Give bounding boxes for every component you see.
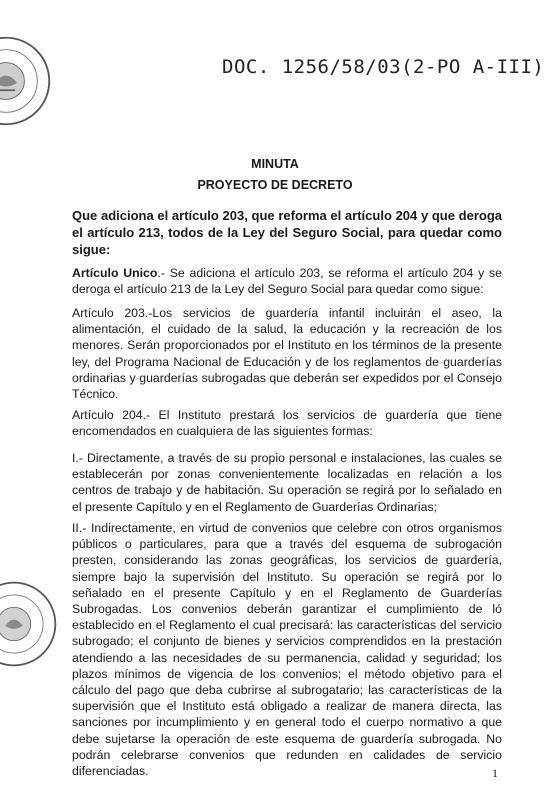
decree-summary: Que adiciona el artículo 203, que reforma el artículo 204 y que deroga el artículo 213, todos de la Ley del Seguro Social, para quedar como sigue: [72, 208, 502, 257]
document-code: DOC. 1256/58/03(2-PO A-III) [222, 56, 545, 78]
senate-seal-stamp [0, 35, 52, 127]
articulo-unico-label: Artículo Unico [72, 266, 158, 280]
fraccion-1-paragraph: I.- Directamente, a través de su propio personal e instalaciones, las cuales se establecerán por zonas convenientemente localizadas en relación a los centros de trabajo y de habitación. Su operación se regirá por lo señalado en el presente Capítulo y en el Reglamento de Guarderías Ordinarias; [72, 451, 502, 514]
articulo-204-paragraph: Artículo 204.- El Instituto prestará los servicios de guardería que tiene encomendados en cualquiera de las siguientes formas: [72, 408, 502, 439]
articulo-203-paragraph: Artículo 203.-Los servicios de guardería infantil incluirán el aseo, la alimentación, el cuidado de la salud, la educación y la recreación de los menores. Serán proporcionados por el Instituto en los términos de la presente ley, del Programa Nacional de Educación y de los reglamentos de guarderías ordinarias y guarderías subrogadas que deberán ser expedidos por el Consejo Técnico. [72, 306, 502, 402]
minuta-heading: MINUTA [251, 157, 299, 171]
fraccion-2-paragraph: II.- Indirectamente, en virtud de convenios que celebre con otros organismos públicos o particulares, para que a través del esquema de subrogación presten, considerando las zonas geográficas, los servicios de guardería, siempre bajo la supervisión del Instituto. Su operación se regirá por lo señalado en el presente Capítulo y en el Reglamento de Guarderías Subrogadas. Los convenios deberán garantizar el cumplimiento de ló establecido en el Reglamento el cual precisará: las características del servicio subrogado; el conjunto de bienes y servicios comprendidos en la prestación atendiendo a las necesidades de su permanencia, calidad y seguridad; los plazos mínimos de vigencia de los convenios; el método objetivo para el cálculo del pago que deba cubrirse al subrogatario; las características de la supervisión que el Instituto está obligado a realizar de manera directa, las sanciones por incumplimiento y en general todo el cuerpo normativo a que debe sujetarse la operación de este esquema de guardería subrogada. No podrán celebrarse convenios que redunden en calidades de servicio diferenciadas. [72, 521, 502, 779]
page-number: 1 [492, 766, 498, 780]
proyecto-decreto-heading: PROYECTO DE DECRETO [197, 178, 353, 192]
congress-seal-stamp [0, 580, 58, 668]
articulo-unico-paragraph [72, 265, 502, 297]
articulo-unico-text: .- Se adiciona el artículo 203, se reforma el artículo 204 y se deroga el artículo 213 de la Ley del Seguro Social para quedar como sigue: [72, 266, 502, 297]
